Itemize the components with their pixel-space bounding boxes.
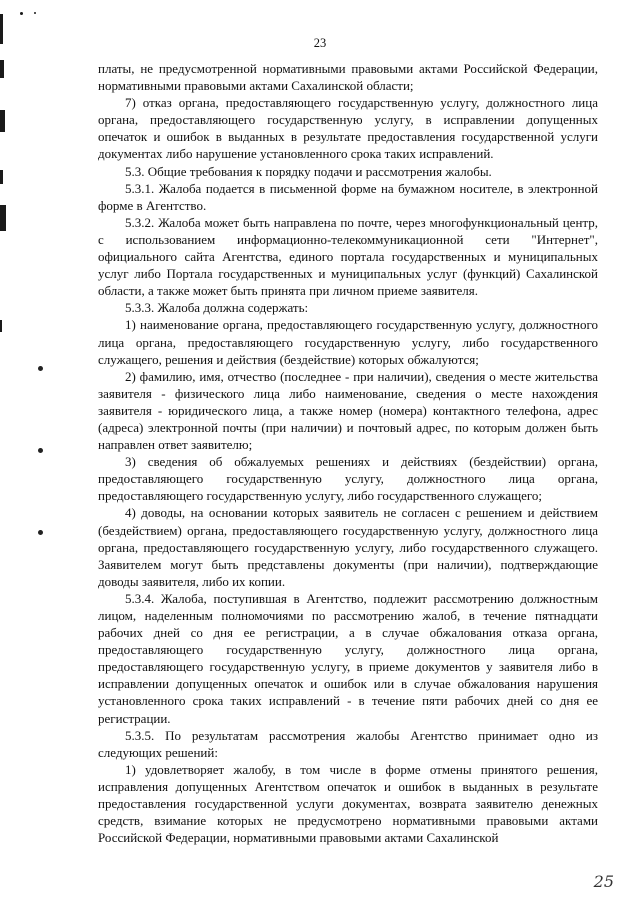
paragraph: 5.3.5. По результатам рассмотрения жалобы Агентство принимает одно из следующих решений: [98, 727, 598, 760]
binding-hole-dot [38, 366, 43, 371]
paragraph: 5.3.1. Жалоба подается в письменной форме на бумажном носителе, в электронной форме в Агентство. [98, 180, 598, 213]
paragraph: 5.3. Общие требования к порядку подачи и рассмотрения жалобы. [125, 163, 492, 179]
paragraph: 7) отказ органа, предоставляющего государственную услугу, должностного лица органа, предоставляющего государственную услугу, в исправлении допущенных опечаток и ошибок в выданных в результате предоставления государственной услуги документах либо нарушение установленного срока таких исправлений. [98, 95, 598, 162]
paragraph: 3) сведения об обжалуемых решениях и действиях (бездействии) органа, предоставляющего государственную услугу, должностного лица органа, предоставляющего государственную услугу, либо государственного служащего; [98, 454, 598, 504]
document-body [98, 60, 598, 846]
paragraph: 1) удовлетворяет жалобу, в том числе в форме отмены принятого решения, исправления допущенных Агентством опечаток и ошибок в выданных в результате предоставления государственной услуги документах, возврата заявителю денежных средств, взимание которых не предусмотрено нормативными правовыми актами Российской Федерации, нормативными правовыми актами Сахалинской [98, 761, 598, 846]
scan-edge-marks [0, 0, 8, 905]
paragraph: 1) наименование органа, предоставляющего государственную услугу, должностного лица органа, предоставляющего государственную услугу, либо государственного служащего, решения и действия (бездействие) которых обжалуются; [98, 317, 598, 367]
paragraph: 4) доводы, на основании которых заявитель не согласен с решением и действием (бездействием) органа, предоставляющего государственную услугу, должностного лица органа, предоставляющего государственную услугу, либо государственного служащего. Заявителем могут быть представлены документы (при наличии), подтверждающие доводы заявителя, либо их копии. [98, 505, 598, 589]
handwritten-page-number: 25 [593, 872, 614, 891]
paragraph: 5.3.3. Жалоба должна содержать: [125, 300, 309, 316]
page-number: 23 [313, 36, 327, 50]
paragraph: платы, не предусмотренной нормативными правовыми актами Российской Федерации, нормативными правовыми актами Сахалинской области; [98, 61, 598, 94]
paragraph: 2) фамилию, имя, отчество (последнее - при наличии), сведения о месте жительства заявителя - физического лица либо наименование, сведения о месте нахождения заявителя - юридического лица, а также номер (номера) контактного телефона, адрес (адреса) электронной почты (при наличии) и почтовый адрес, по которым должен быть направлен ответ заявителю; [98, 368, 598, 453]
paragraph: 5.3.2. Жалоба может быть направлена по почте, через многофункциональный центр, с использованием информационно-телекоммуникационной сети "Интернет", официального сайта Агентства, единого портала государственных и муниципальных услуг либо Портала государственных и муниципальных услуг (функций) Сахалинской области, а также может быть принята при личном приеме заявителя. [98, 214, 598, 299]
binding-hole-dot [38, 530, 43, 535]
binding-hole-dot [38, 448, 43, 453]
paragraph: 5.3.4. Жалоба, поступившая в Агентство, подлежит рассмотрению должностным лицом, наделенным полномочиями по рассмотрению жалоб, в течение пятнадцати рабочих дней со дня ее регистрации, а в случае обжалования отказа органа, предоставляющего государственную услугу, должностного лица органа, предоставляющего государственную услугу, в приеме документов у заявителя либо в исправлении допущенных опечаток и ошибок или в случае обжалования нарушения установленного срока таких исправлений - в течение пяти рабочих дней со дня ее регистрации. [98, 590, 598, 726]
